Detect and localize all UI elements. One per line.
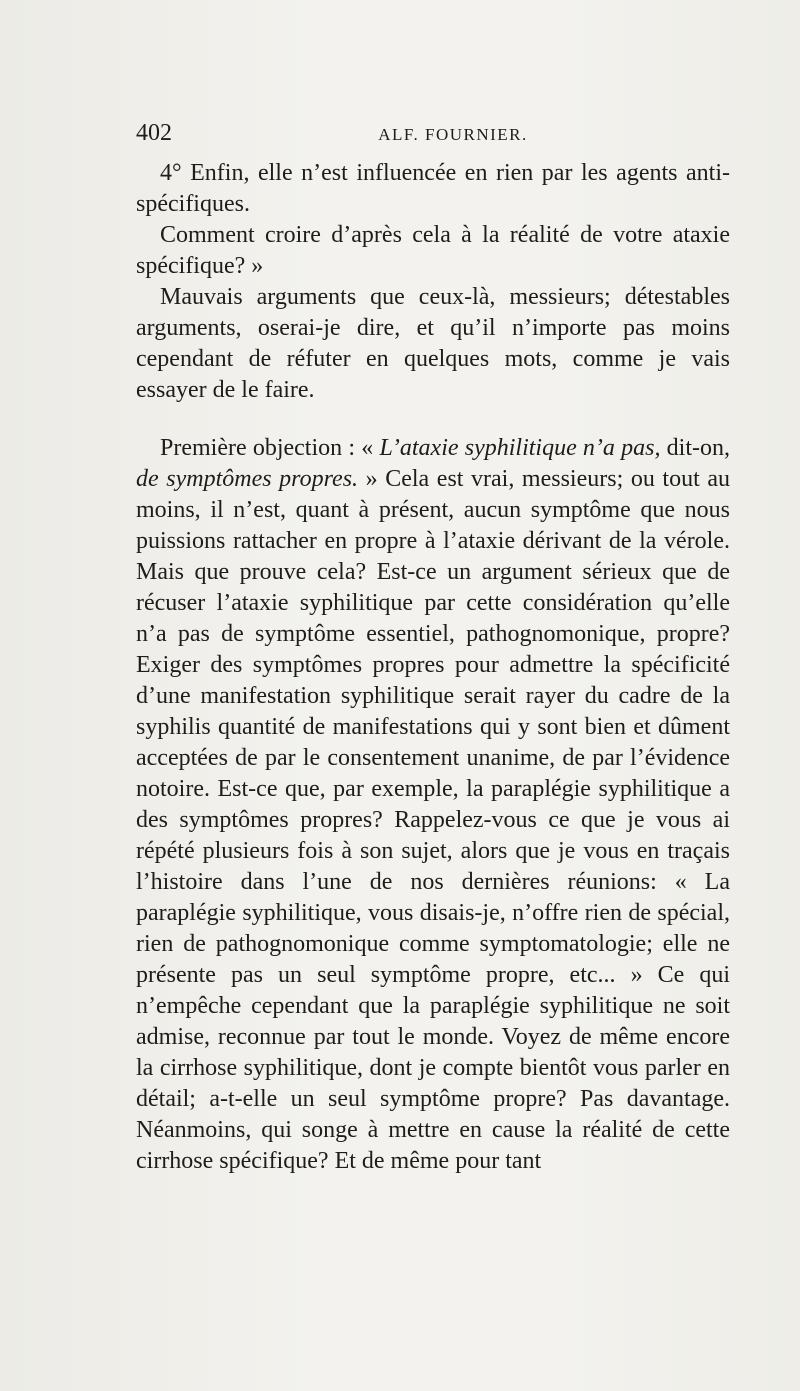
paragraph-4-part-c: dit-on, [660, 435, 731, 461]
paragraph-4-part-e: » Cela est vrai, messieurs; ou tout au moins, il n’est, quant à présent, aucun symptôme que nous puissions rattacher en propre à l’ataxie dérivant de la vérole. Mais que prouve cela? Est-ce un argument sérieux que de récuser l’ataxie syphilitique par cette considération qu’elle n’a pas de symptôme essentiel, pathognomonique, propre? Exiger des symptômes propres pour admettre la spécificité d’une manifestation syphilitique serait rayer du cadre de la syphilis quantité de manifestations qui y sont bien et dûment acceptées de par le consentement unanime, de par l’évidence notoire. Est-ce que, par exemple, la paraplégie syphilitique a des symptômes propres? Rappelez-vous ce que je vous ai répété plusieurs fois à son sujet, alors que je vous en traçais l’histoire dans l’une de nos dernières réunions: « La paraplégie syphilitique, vous disais-je, n’offre rien de spécial, rien de pathognomonique comme symptomatologie; elle ne présente pas un seul symptôme propre, etc... » Ce qui n’empêche cependant que la paraplégie syphilitique ne soit admise, reconnue par tout le monde. Voyez de même encore la cirrhose syphilitique, dont je compte bientôt vous parler en détail; a-t-elle un seul symptôme propre? Pas davantage. Néanmoins, qui songe à mettre en cause la réalité de cette cirrhose spécifique? Et de même pour tant [136, 466, 731, 1174]
italic-phrase-symptomes: de symptômes propres. [136, 466, 359, 492]
paragraph-4 [136, 433, 730, 1177]
page-number: 402 [136, 120, 172, 146]
page-header [136, 120, 730, 156]
italic-phrase-ataxie: L’ataxie syphilitique n’a pas, [379, 435, 661, 461]
paragraph-1: 4° Enfin, elle n’est influencée en rien par les agents anti-spécifiques. [136, 160, 730, 217]
paragraph-4-part-a: Première objection : « [160, 435, 380, 461]
body-text [136, 158, 730, 1177]
running-title: ALF. FOURNIER. [378, 125, 528, 144]
paragraph-2: Comment croire d’après cela à la réalité de votre ataxie spécifique? » [136, 222, 730, 279]
paragraph-3: Mauvais arguments que ceux-là, messieurs; détestables arguments, oserai-je dire, et qu’il n’importe pas moins cependant de réfuter en quelques mots, comme je vais essayer de le faire. [136, 284, 730, 403]
